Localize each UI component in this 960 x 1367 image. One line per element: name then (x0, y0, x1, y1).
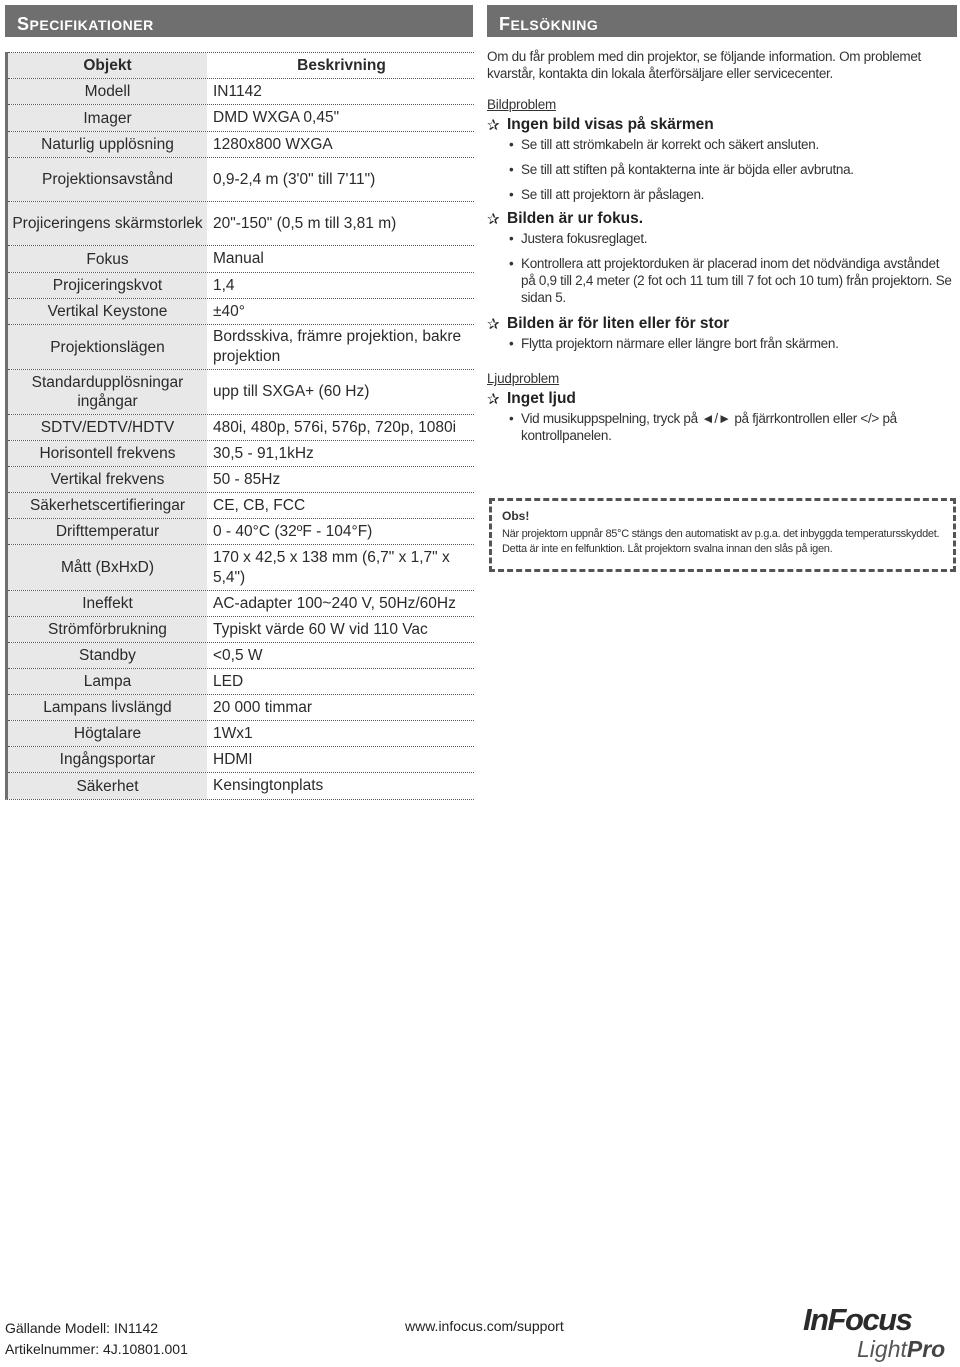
infocus-logo (803, 1303, 955, 1367)
star-icon: ✰ (487, 391, 500, 408)
footer-support-link[interactable]: www.infocus.com/support (405, 1318, 564, 1334)
row-key: Vertikal Keystone (8, 299, 207, 324)
row-value: LED (213, 672, 244, 690)
problem-size (487, 315, 957, 333)
row-value: 50 - 85Hz (213, 470, 281, 488)
problem-title: Bilden är för liten eller för stor (507, 315, 730, 332)
problem-no-sound (487, 390, 957, 408)
row-value: 30,5 - 91,1kHz (213, 444, 314, 462)
solution-list (509, 335, 957, 352)
row-key: Modell (8, 79, 207, 104)
table-row (8, 131, 474, 157)
row-value: 1280x800 WXGA (213, 135, 333, 153)
row-key: Naturlig upplösning (8, 132, 207, 157)
category-image-problems: Bildproblem (487, 97, 557, 112)
table-row (8, 157, 474, 201)
row-key: Ingångsportar (8, 747, 207, 772)
row-value: <0,5 W (213, 646, 263, 664)
table-row (8, 642, 474, 668)
row-value: HDMI (213, 750, 253, 768)
problem-title: Inget ljud (507, 390, 576, 407)
row-value: upp till SXGA+ (60 Hz) (213, 383, 370, 400)
row-value: 1Wx1 (213, 724, 253, 742)
row-key: Imager (8, 105, 207, 131)
table-row (8, 245, 474, 272)
row-value: 170 x 42,5 x 138 mm (6,7" x 1,7" x 5,4") (213, 548, 450, 586)
row-key: Högtalare (8, 721, 207, 746)
troubleshooting-section (487, 48, 957, 444)
spec-header-initial: S (17, 14, 30, 34)
problem-no-image (487, 116, 957, 134)
row-key: Säkerhet (8, 773, 207, 799)
list-item: • Se till att projektorn är påslagen. (509, 186, 957, 203)
solution-list (509, 230, 957, 306)
row-key: Säkerhetscertifieringar (8, 493, 207, 518)
table-row (8, 324, 474, 369)
row-key: Drifttemperatur (8, 519, 207, 544)
table-row (8, 772, 474, 799)
row-value: 1,4 (213, 276, 235, 294)
table-row (8, 78, 474, 104)
table-row (8, 720, 474, 746)
row-key: Standby (8, 643, 207, 668)
row-key: Vertikal frekvens (8, 467, 207, 492)
table-row (8, 518, 474, 544)
row-key: Projektionsavstånd (8, 158, 207, 201)
row-value: Manual (213, 250, 264, 267)
row-value: Bordsskiva, främre projektion, bakre projektion (213, 328, 462, 365)
spec-table-header-row (8, 52, 474, 78)
logo-sub-pro: Pro (906, 1336, 946, 1362)
row-value: 0 - 40°C (32ºF - 104°F) (213, 522, 373, 540)
table-row (8, 492, 474, 518)
star-icon: ✰ (487, 117, 500, 134)
row-value: DMD WXGA 0,45" (213, 109, 340, 126)
row-value: 480i, 480p, 576i, 576p, 720p, 1080i (213, 418, 457, 436)
row-value: AC-adapter 100~240 V, 50Hz/60Hz (213, 594, 456, 612)
problem-title: Ingen bild visas på skärmen (507, 116, 714, 133)
row-value: 20 000 timmar (213, 698, 313, 716)
problem-out-of-focus (487, 210, 957, 228)
category-sound-problems: Ljudproblem (487, 371, 560, 386)
table-row (8, 440, 474, 466)
list-item: • Flytta projektorn närmare eller längre bort från skärmen. (509, 335, 957, 352)
note-title: Obs! (502, 509, 530, 523)
footer-model: Gällande Modell: IN1142 (5, 1320, 159, 1336)
list-item: • Justera fokusreglaget. (509, 230, 957, 247)
table-row (8, 298, 474, 324)
solution-list (509, 410, 957, 444)
row-key: Lampans livslängd (8, 695, 207, 720)
row-key: Projiceringens skärmstorlek (8, 202, 207, 245)
row-value: IN1142 (213, 82, 262, 100)
table-row (8, 369, 474, 414)
logo-subbrand (857, 1336, 945, 1363)
row-key: Projektionslägen (8, 325, 207, 369)
note-text: När projektorn uppnår 85°C stängs den automatiskt av p.g.a. det inbyggda temperatursskyddet. Detta är inte en felfunktion. Låt projektorn svalna innan den slås på igen. (502, 528, 940, 555)
list-item: • Kontrollera att projektorduken är placerad inom det nödvändiga avståndet på 0,9 till 2,4 meter (2 fot och 11 tum till 7 fot och 10 tum) från projektorn. Se sidan 5. (509, 255, 957, 306)
logo-sub-light: Light (857, 1336, 907, 1362)
spec-section-header (5, 5, 473, 37)
footer-article: Artikelnummer: 4J.10801.001 (5, 1341, 188, 1357)
spec-header-rest: PECIFIKATIONER (29, 17, 154, 33)
troubleshooting-intro: Om du får problem med din projektor, se följande information. Om problemet kvarstår, kontakta din lokala återförsäljare eller servicecenter. (487, 49, 922, 81)
col-desc-header: Beskrivning (297, 56, 386, 74)
table-row (8, 414, 474, 440)
table-row (8, 590, 474, 616)
problem-title: Bilden är ur fokus. (507, 210, 644, 227)
list-item: • Se till att stiften på kontakterna inte är böjda eller avbrutna. (509, 161, 957, 178)
table-row (8, 544, 474, 590)
fels-header-rest: ELSÖKNING (510, 17, 599, 33)
row-key: Mått (BxHxD) (8, 545, 207, 590)
row-key: Projiceringskvot (8, 273, 207, 298)
table-row (8, 746, 474, 772)
col-object-header: Objekt (8, 53, 207, 78)
row-value: 20"-150" (0,5 m till 3,81 m) (213, 214, 397, 232)
row-key: SDTV/EDTV/HDTV (8, 415, 207, 440)
table-row (8, 694, 474, 720)
row-key: Fokus (8, 246, 207, 272)
row-value: Typiskt värde 60 W vid 110 Vac (213, 620, 428, 638)
star-icon: ✰ (487, 316, 500, 333)
table-row (8, 201, 474, 245)
row-key: Lampa (8, 669, 207, 694)
row-value: Kensingtonplats (213, 777, 324, 794)
fels-header-initial: F (499, 14, 511, 34)
spec-table (5, 52, 474, 800)
logo-brand: InFocus (803, 1302, 912, 1337)
row-value: ±40° (213, 302, 245, 320)
table-row (8, 466, 474, 492)
fels-section-header (487, 5, 957, 37)
note-box (489, 498, 956, 572)
list-item: • Vid musikuppspelning, tryck på ◄/► på fjärrkontrollen eller </> på kontrollpanelen. (509, 410, 957, 444)
row-key: Standardupplösningar ingångar (8, 370, 207, 414)
table-row (8, 272, 474, 298)
solution-list (509, 136, 957, 203)
table-row (8, 616, 474, 642)
row-value: CE, CB, FCC (213, 496, 306, 514)
table-row (8, 104, 474, 131)
row-key: Ineffekt (8, 591, 207, 616)
row-key: Horisontell frekvens (8, 441, 207, 466)
table-row (8, 668, 474, 694)
row-key: Strömförbrukning (8, 617, 207, 642)
star-icon: ✰ (487, 211, 500, 228)
list-item: • Se till att strömkabeln är korrekt och säkert ansluten. (509, 136, 957, 153)
row-value: 0,9-2,4 m (3'0" till 7'11") (213, 170, 376, 188)
footer-info (5, 1318, 188, 1360)
